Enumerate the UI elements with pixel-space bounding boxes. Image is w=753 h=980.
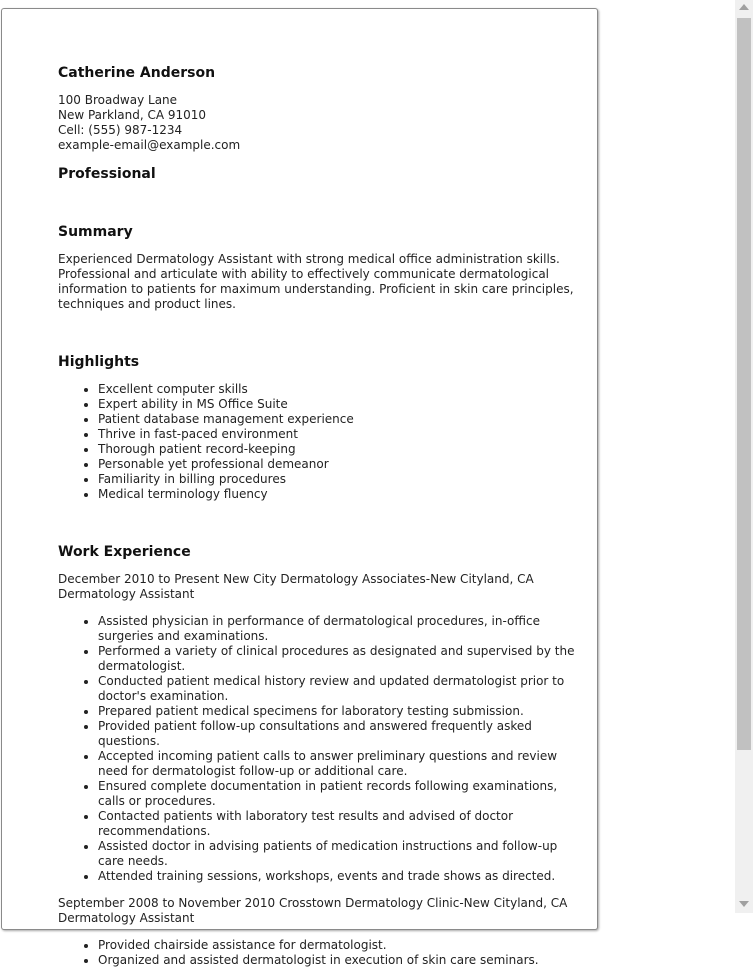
- highlight-item: • Familiarity in billing procedures: [98, 472, 583, 487]
- contact-email: example-email@example.com: [58, 138, 241, 152]
- job-duty-item: • Accepted incoming patient calls to answer preliminary questions and review need for dermatologist follow-up or additional care.: [98, 749, 583, 779]
- job-duty-item: • Ensured complete documentation in patient records following examinations, calls or procedures.: [98, 779, 583, 809]
- highlight-item: • Personable yet professional demeanor: [98, 457, 583, 472]
- job-duty-item: • Organized and assisted dermatologist in execution of skin care seminars.: [98, 953, 583, 968]
- contact-address: 100 Broadway Lane: [58, 93, 178, 107]
- section-title-highlights: Highlights: [58, 354, 140, 370]
- job-duty-item: • Prepared patient medical specimens for laboratory testing submission.: [98, 704, 583, 719]
- summary-text: Experienced Dermatology Assistant with strong medical office administration skills. Professional and articulate with ability to effectively communicate dermatological information to patients for maximum understanding. Proficient in skin care principles, techniques and product lines.: [58, 252, 574, 311]
- resume-page: [1, 8, 598, 967]
- scroll-up-arrow-icon[interactable]: [739, 4, 749, 10]
- scrollbar-thumb[interactable]: [737, 18, 751, 750]
- highlight-item: • Thrive in fast-paced environment: [98, 427, 583, 442]
- highlight-item: • Medical terminology fluency: [98, 487, 583, 502]
- highlight-item: • Patient database management experience: [98, 412, 583, 427]
- vertical-scrollbar[interactable]: [735, 0, 753, 913]
- job-duty-item: • Performed a variety of clinical procedures as designated and supervised by the dermatologist.: [98, 644, 583, 674]
- highlight-item: • Thorough patient record-keeping: [98, 442, 583, 457]
- candidate-name: Catherine Anderson: [58, 65, 216, 81]
- job-duty-item: • Attended training sessions, workshops, events and trade shows as directed.: [98, 869, 583, 884]
- job-duty-item: • Assisted physician in performance of dermatological procedures, in-office surgeries and examinations.: [98, 614, 583, 644]
- contact-block: [58, 93, 583, 153]
- section-title-professional: Professional: [58, 166, 156, 182]
- job-duties-list-2: [58, 938, 583, 968]
- highlight-item: • Expert ability in MS Office Suite: [98, 397, 583, 412]
- job-duty-item: • Provided chairside assistance for dermatologist.: [98, 938, 583, 953]
- section-title-work-experience: Work Experience: [58, 544, 191, 560]
- job-header-1: December 2010 to Present New City Dermatology Associates-New Cityland, CA Dermatology Assistant: [58, 572, 534, 601]
- job-duties-list-1: [58, 614, 583, 884]
- highlight-item: • Excellent computer skills: [98, 382, 583, 397]
- contact-cell: Cell: (555) 987-1234: [58, 123, 183, 137]
- highlights-list: [58, 382, 583, 502]
- section-title-summary: Summary: [58, 224, 133, 240]
- resume-content: [58, 64, 583, 980]
- job-header-2: September 2008 to November 2010 Crosstown Dermatology Clinic-New Cityland, CA Dermatology Assistant: [58, 896, 568, 925]
- job-duty-item: • Assisted doctor in advising patients of medication instructions and follow-up care needs.: [98, 839, 583, 869]
- job-duty-item: • Contacted patients with laboratory test results and advised of doctor recommendations.: [98, 809, 583, 839]
- scroll-down-arrow-icon[interactable]: [739, 901, 749, 907]
- job-duty-item: • Provided patient follow-up consultations and answered frequently asked questions.: [98, 719, 583, 749]
- job-duty-item: • Conducted patient medical history review and updated dermatologist prior to doctor's examination.: [98, 674, 583, 704]
- contact-city: New Parkland, CA 91010: [58, 108, 207, 122]
